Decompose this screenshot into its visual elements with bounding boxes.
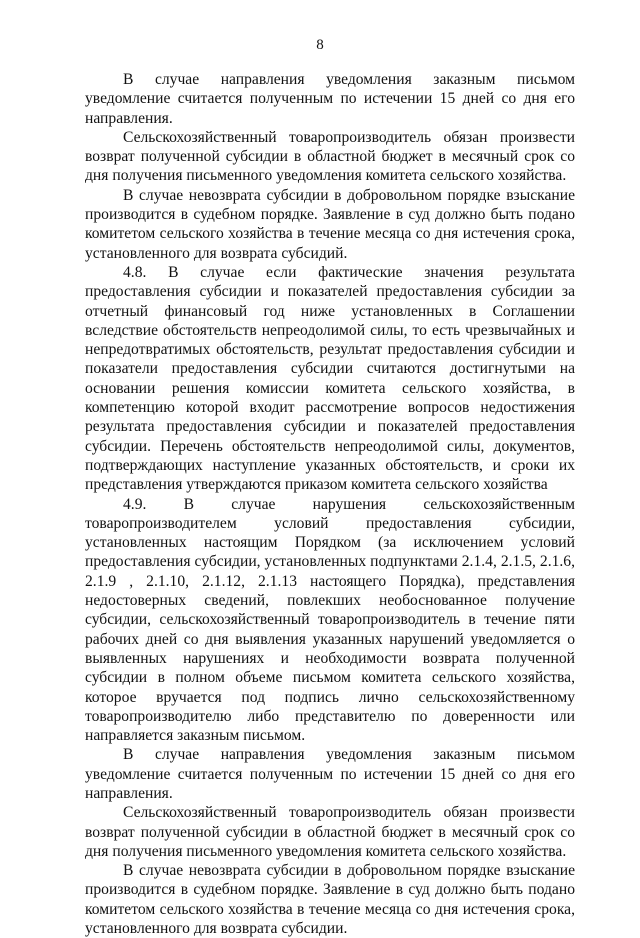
paragraph-judicial-recovery-2: В случае невозврата субсидии в добровольном порядке взыскание производится в судебном порядке. Заявление в суд должно быть подано комитетом сельского хозяйства в течение месяца со дня истечения срока, установленного для возврата субсидии.	[85, 862, 575, 938]
paragraph-judicial-recovery: В случае невозврата субсидии в добровольном порядке взыскание производится в судебном порядке. Заявление в суд должно быть подано комитетом сельского хозяйства в течение месяца со дня истечения срока, установленного для возврата субсидий.	[85, 186, 575, 262]
paragraph-subsidy-return-2: Сельскохозяйственный товаропроизводитель обязан произвести возврат полученной субсидии в областной бюджет в месячный срок со дня получения письменного уведомления комитета сельского хозяйства.	[85, 804, 575, 860]
paragraph-notice-delivery-2: В случае направления уведомления заказным письмом уведомление считается полученным по истечении 15 дней со дня его направления.	[85, 746, 575, 802]
paragraph-notice-delivery: В случае направления уведомления заказным письмом уведомление считается полученным по истечении 15 дней со дня его направления.	[85, 71, 575, 127]
document-body	[85, 70, 575, 938]
page-number: 8	[316, 37, 324, 53]
paragraph-clause-4-8: 4.8. В случае если фактические значения результата предоставления субсидии и показателей предоставления субсидии за отчетный финансовый год ниже установленных в Соглашении вследствие обстоятельств непреодолимой силы, то есть чрезвычайных и непредотвратимых обстоятельств, результат предоставления субсидии и показатели предоставления субсидии считаются достигнутыми на основании решения комиссии комитета сельского хозяйства, в компетенцию которой входит рассмотрение вопросов недостижения результата предоставления субсидии и показателей предоставления субсидии. Перечень обстоятельств непреодолимой силы, документов, подтверждающих наступление указанных обстоятельств, и сроки их представления утверждаются приказом комитета сельского хозяйства	[85, 263, 575, 494]
paragraph-subsidy-return: Сельскохозяйственный товаропроизводитель обязан произвести возврат полученной субсидии в областной бюджет в месячный срок со дня получения письменного уведомления комитета сельского хозяйства.	[85, 128, 575, 185]
paragraph-clause-4-9: 4.9. В случае нарушения сельскохозяйственным товаропроизводителем условий предоставления субсидии, установленных настоящим Порядком (за исключением условий предоставления субсидии, установленных подпунктами 2.1.4, 2.1.5, 2.1.6, 2.1.9 , 2.1.10, 2.1.12, 2.1.13 настоящего Порядка), представления недостоверных сведений, повлекших необоснованное получение субсидии, сельскохозяйственный товаропроизводитель в течение пяти рабочих дней со дня выявления указанных нарушений уведомляется о выявленных нарушениях и необходимости возврата полученной субсидии в полном объеме письмом комитета сельского хозяйства, которое вручается под подпись лично сельскохозяйственному товаропроизводителю либо представителю по доверенности или направляется заказным письмом.	[85, 495, 575, 745]
